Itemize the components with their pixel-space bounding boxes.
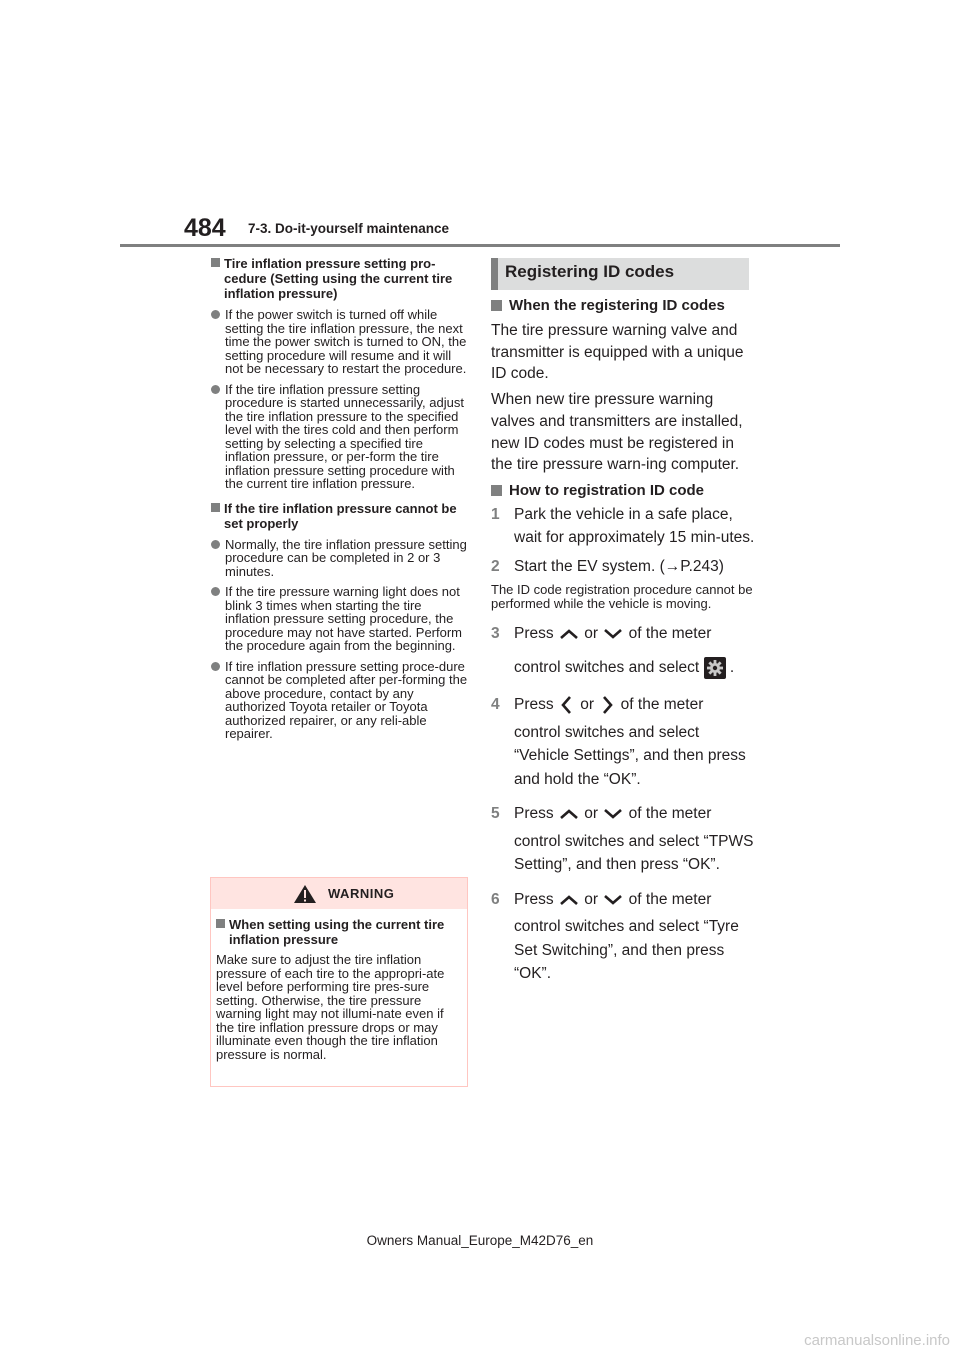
warning-text: Make sure to adjust the tire inflation pressure of each tire to the appropri-ate level before performing tire pres-sure setting. Otherwise, the tire pressure warning light may not illumi-nate even if the tire inflation pressure drops or may illuminate even though the tire inflation pressure is normal. bbox=[216, 952, 445, 1062]
round-bullet-icon bbox=[211, 310, 220, 319]
step-text: . bbox=[729, 658, 735, 676]
step-text: control switches and select “Vehicle Settings”, and then press and hold the “OK”. bbox=[514, 723, 746, 788]
list-item-text: If tire inflation pressure setting proce-dure cannot be completed after per-forming the above procedure, contact by any authorized Toyota retailer or Toyota authorized repairer, or any reli-able repairer. bbox=[225, 658, 468, 741]
subheading-registering bbox=[491, 297, 756, 315]
heading-accent-bar bbox=[491, 258, 498, 290]
chevron-right-icon bbox=[598, 694, 616, 716]
list-item bbox=[211, 308, 469, 376]
subheading-how-to bbox=[491, 482, 756, 500]
square-bullet-icon bbox=[211, 503, 220, 512]
paragraph: When new tire pressure warning valves and transmitters are installed, new ID codes must be registered in the tire pressure warn-ing computer. bbox=[491, 391, 743, 474]
step-number: 5 bbox=[491, 805, 500, 823]
list-item bbox=[211, 660, 469, 741]
list-item bbox=[211, 538, 469, 579]
left-column bbox=[211, 256, 469, 741]
round-bullet-icon bbox=[211, 385, 220, 394]
square-bullet-icon bbox=[491, 300, 502, 311]
list-item bbox=[211, 383, 469, 491]
warning-subheading bbox=[216, 917, 462, 947]
heading-text: Registering ID codes bbox=[505, 262, 675, 281]
registering-id-heading bbox=[491, 258, 749, 290]
footer-manual-id: Owners Manual_Europe_M42D76_en bbox=[366, 1233, 594, 1248]
step-6 bbox=[491, 888, 756, 986]
step-text: or bbox=[584, 625, 599, 643]
subheading-setting-procedure bbox=[211, 256, 469, 301]
step-text: of the meter bbox=[620, 696, 704, 714]
step-text: control switches and select bbox=[514, 658, 700, 676]
list-item-text: Normally, the tire inflation pressure setting procedure can be completed in 2 or 3 minutes. bbox=[225, 536, 467, 579]
list-item-text: If the tire inflation pressure setting procedure is started unnecessarily, adjust the tire inflation pressure to the specified level with the tires cold and then perform setting by selecting a specified tire inflation pressure, or per-form the tire inflation pressure setting procedure with the current tire inflation pressure. bbox=[225, 381, 464, 491]
step-text: of the meter bbox=[628, 625, 712, 643]
step-2 bbox=[491, 555, 756, 579]
step-4 bbox=[491, 693, 756, 791]
step-number: 3 bbox=[491, 625, 500, 643]
step-text: control switches and select “Tyre Set Switching”, and then press “OK”. bbox=[514, 918, 739, 983]
step-text: Press bbox=[514, 696, 554, 714]
paragraph: The tire pressure warning valve and transmitter is equipped with a unique ID code. bbox=[491, 322, 744, 383]
chevron-down-icon bbox=[602, 807, 624, 821]
gear-icon bbox=[704, 657, 726, 679]
section-title: 7-3. Do-it-yourself maintenance bbox=[248, 221, 450, 236]
step-text: or bbox=[580, 696, 595, 714]
warning-label: WARNING bbox=[328, 886, 395, 901]
list-item-text: If the tire pressure warning light does not blink 3 times when starting the tire inflation pressure setting procedure, the procedure may not have started. Perform the procedure again from the beginning. bbox=[225, 584, 463, 653]
square-bullet-icon bbox=[491, 485, 502, 496]
step-3 bbox=[491, 622, 756, 679]
round-bullet-icon bbox=[211, 540, 220, 549]
warning-box bbox=[210, 877, 468, 1087]
subheading-text: When setting using the current tire inflation pressure bbox=[229, 917, 445, 947]
step-text: or bbox=[584, 805, 599, 823]
step-5 bbox=[491, 802, 756, 877]
step-number: 2 bbox=[491, 557, 500, 575]
step-number: 1 bbox=[491, 505, 500, 523]
chevron-up-icon bbox=[558, 893, 580, 907]
right-column bbox=[491, 258, 756, 986]
subheading-cannot-set bbox=[211, 501, 469, 531]
list-item-text: If the power switch is turned off while setting the tire inflation pressure, the next time the power switch is turned to ON, the setting procedure will resume and it will not be necessary to restart the procedure. bbox=[225, 307, 467, 376]
round-bullet-icon bbox=[211, 587, 220, 596]
step-text: control switches and select “TPWS Setting”, and then press “OK”. bbox=[514, 832, 754, 874]
step-number: 6 bbox=[491, 890, 500, 908]
chevron-up-icon bbox=[558, 627, 580, 641]
page-number: 484 bbox=[184, 214, 226, 242]
step-text: Park the vehicle in a safe place, wait for approximately 15 min-utes. bbox=[514, 505, 755, 547]
subheading-text: Tire inflation pressure setting pro-cedure (Setting using the current tire inflation pressure) bbox=[224, 256, 453, 301]
chevron-up-icon bbox=[558, 807, 580, 821]
square-bullet-icon bbox=[211, 258, 220, 267]
list-item bbox=[211, 585, 469, 653]
step-text: Press bbox=[514, 805, 554, 823]
step-text: Start the EV system. (→P.243) bbox=[514, 557, 724, 575]
chevron-down-icon bbox=[602, 627, 624, 641]
watermark: carmanualsonline.info bbox=[804, 1332, 950, 1349]
step-number: 4 bbox=[491, 696, 500, 714]
subheading-text: How to registration ID code bbox=[509, 481, 705, 499]
step-1 bbox=[491, 503, 756, 550]
square-bullet-icon bbox=[216, 919, 225, 928]
round-bullet-icon bbox=[211, 662, 220, 671]
chevron-down-icon bbox=[602, 893, 624, 907]
warning-header bbox=[211, 878, 467, 909]
step-text: of the meter bbox=[628, 805, 712, 823]
note: The ID code registration procedure cannot be performed while the vehicle is moving. bbox=[491, 582, 753, 611]
warning-triangle-icon bbox=[293, 884, 317, 904]
step-text: or bbox=[584, 890, 599, 908]
step-text: Press bbox=[514, 625, 554, 643]
subheading-text: When the registering ID codes bbox=[509, 297, 725, 314]
chevron-left-icon bbox=[558, 694, 576, 716]
step-text: of the meter bbox=[628, 890, 712, 908]
subheading-text: If the tire inflation pressure cannot be set properly bbox=[224, 500, 457, 531]
step-text: Press bbox=[514, 890, 554, 908]
header-rule bbox=[120, 244, 840, 247]
